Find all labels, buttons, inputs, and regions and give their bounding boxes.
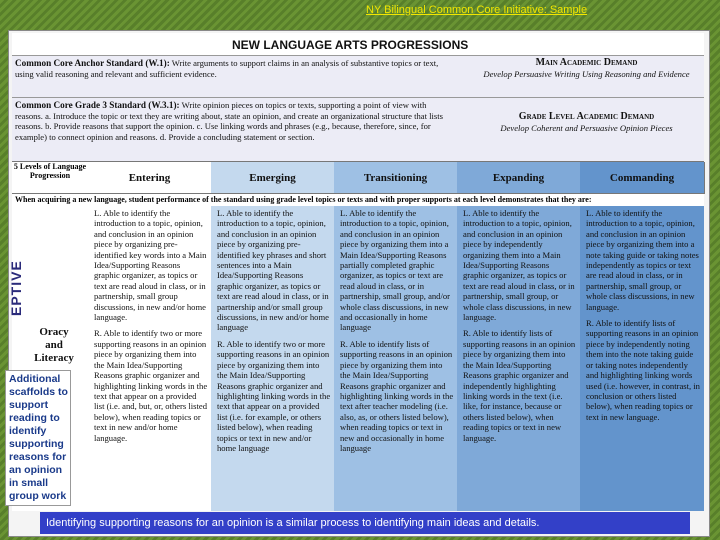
cell-expanding xyxy=(457,206,581,511)
summary-banner: Identifying supporting reasons for an opinion is a similar process to identifying main ideas and details. xyxy=(40,512,690,534)
levels-label: 5 Levels of Language Progression xyxy=(12,162,89,194)
intro-row: When acquiring a new language, student performance of the standard using grade level topics or texts and with proper supports at each level demonstrates that they are: xyxy=(12,193,704,207)
level-expanding: Expanding xyxy=(457,162,581,194)
cell-commanding xyxy=(580,206,704,511)
anchor-standard-text: Common Core Anchor Standard (W.1): Write arguments to support claims in an analysis of substantive topics or text, using valid reasoning and relevant and sufficient evidence. xyxy=(15,58,439,79)
cell-entering-reading: R. Able to identify two or more supporting reasons in an opinion piece by organizing them into the Main Idea/Supporting Reasons graphic organizer and highlighting linking words in the text that appear on a provided list (i.e. and, but, or, others listed below), when reading topics or text in new and/or home language. xyxy=(94,328,208,443)
document-title: NEW LANGUAGE ARTS PROGRESSIONS xyxy=(232,38,469,52)
level-commanding: Commanding xyxy=(580,162,705,194)
cell-commanding-listening: L. Able to identify the introduction to a topic, opinion, and conclusion in an opinion piece by organizing them into a note taking guide or taking notes independently as topics or text are read aloud in class, or in partnership, small group, or whole class discussions, in new language. xyxy=(586,208,699,312)
cell-transitioning-reading: R. Able to identify lists of supporting reasons in an opinion piece by organizing them into the Main Idea/Supporting Reasons graphic organizer and highlighting linking words in the text after teacher modeling (i.e. also, as, or others listed below), when reading topics or text in new and occasionally in home language xyxy=(340,338,454,453)
cell-entering xyxy=(88,206,212,511)
level-entering: Entering xyxy=(88,162,212,194)
grade-standard-text: Common Core Grade 3 Standard (W.3.1): Write opinion pieces on topics or texts, supporting a point of view with reasons. a. Introduce the topic or text they are writing about, state an opinion, and create an organizational structure that lists reasons. b. Provide reasons that support the opinion. c. Use linking words and phrases (e.g., because, therefore, since, for example) to connect opinion and reasons. d. Provide a concluding statement or section. xyxy=(15,100,443,142)
oracy-literacy-label: Oracy and Literacy xyxy=(34,326,74,364)
cell-entering-listening: L. Able to identify the introduction to a topic, opinion, and conclusion in an opinion piece by organizing pre-identified key words into a Main Idea/Supporting Reasons graphic organizer, as topics or text are read aloud in class, or in partnership, small group discussions, in new and/or home language. xyxy=(94,208,207,323)
header-link[interactable]: NY Bilingual Common Core Initiative: Sample xyxy=(366,4,588,16)
scaffold-callout: Additional scaffolds to support reading to identify supporting reasons for an opinion in small group work xyxy=(5,370,71,506)
document-image xyxy=(8,33,704,511)
main-demand: Main Academic Demand Develop Persuasive Writing Using Reasoning and Evidence xyxy=(483,57,690,79)
grade-standard-label: Common Core Grade 3 Standard (W.3.1): xyxy=(15,100,180,110)
cell-transitioning-listening: L. Able to identify the introduction to a topic, opinion, and conclusion in an opinion piece by organizing them into a Main Idea/Supporting Reasons partially completed graphic organizer, as topics or text are read aloud in class, or in partnership, small group, and/or whole class discussions, in new and occasionally in home language xyxy=(340,208,451,333)
cell-expanding-listening: L. Able to identify the introduction to a topic, opinion, and conclusion in an opinion piece by independently organizing them into a Main Idea/Supporting Reasons graphic organizer, as topics or text are read aloud in class, or in partnership, small group, or whole class discussions, in new language. xyxy=(463,208,575,323)
level-transitioning: Transitioning xyxy=(334,162,458,194)
cell-transitioning xyxy=(334,206,458,511)
vertical-label: EPTIVE xyxy=(8,260,24,316)
cell-emerging xyxy=(211,206,335,511)
anchor-standard-label: Common Core Anchor Standard (W.1): xyxy=(15,58,170,68)
levels-header-row xyxy=(12,161,704,194)
cell-emerging-reading: R. Able to identify two or more supporting reasons in an opinion piece by organizing them into the Main Idea/Supporting Reasons graphic organizer and highlighting linking words in the text that appear on a provided list (i.e. for example, or others listed below), when reading topics or text in new and/or home language xyxy=(217,338,331,453)
cell-emerging-listening: L. Able to identify the introduction to a topic, opinion, and conclusion in an opinion piece by organizing pre-identified key phrases and short sentences into a Main Idea/Supporting Reasons graphic organizer, as topics or text are read aloud in class, or in partnership and/or small group discussions, in new and/or home language xyxy=(217,208,329,333)
cell-expanding-reading: R. Able to identify lists of supporting reasons in an opinion piece by organizing them into the Main Idea/Supporting Reasons graphic organizer and independently highlighting linking words in the text (i.e. like, for instance, because or others listed below), when reading topics or text in new language. xyxy=(463,328,576,443)
level-emerging: Emerging xyxy=(211,162,335,194)
grade-standard-row xyxy=(12,97,704,162)
cell-commanding-reading: R. Able to identify lists of supporting reasons in an opinion piece by independently noting them into the note taking guide or taking notes independently and highlighting linking words used (i.e. however, in contrast, in conclusion or others listed below), when reading topics or text in new language. xyxy=(586,318,700,422)
grade-demand: Grade Level Academic Demand Develop Coherent and Persuasive Opinion Pieces xyxy=(500,111,673,133)
